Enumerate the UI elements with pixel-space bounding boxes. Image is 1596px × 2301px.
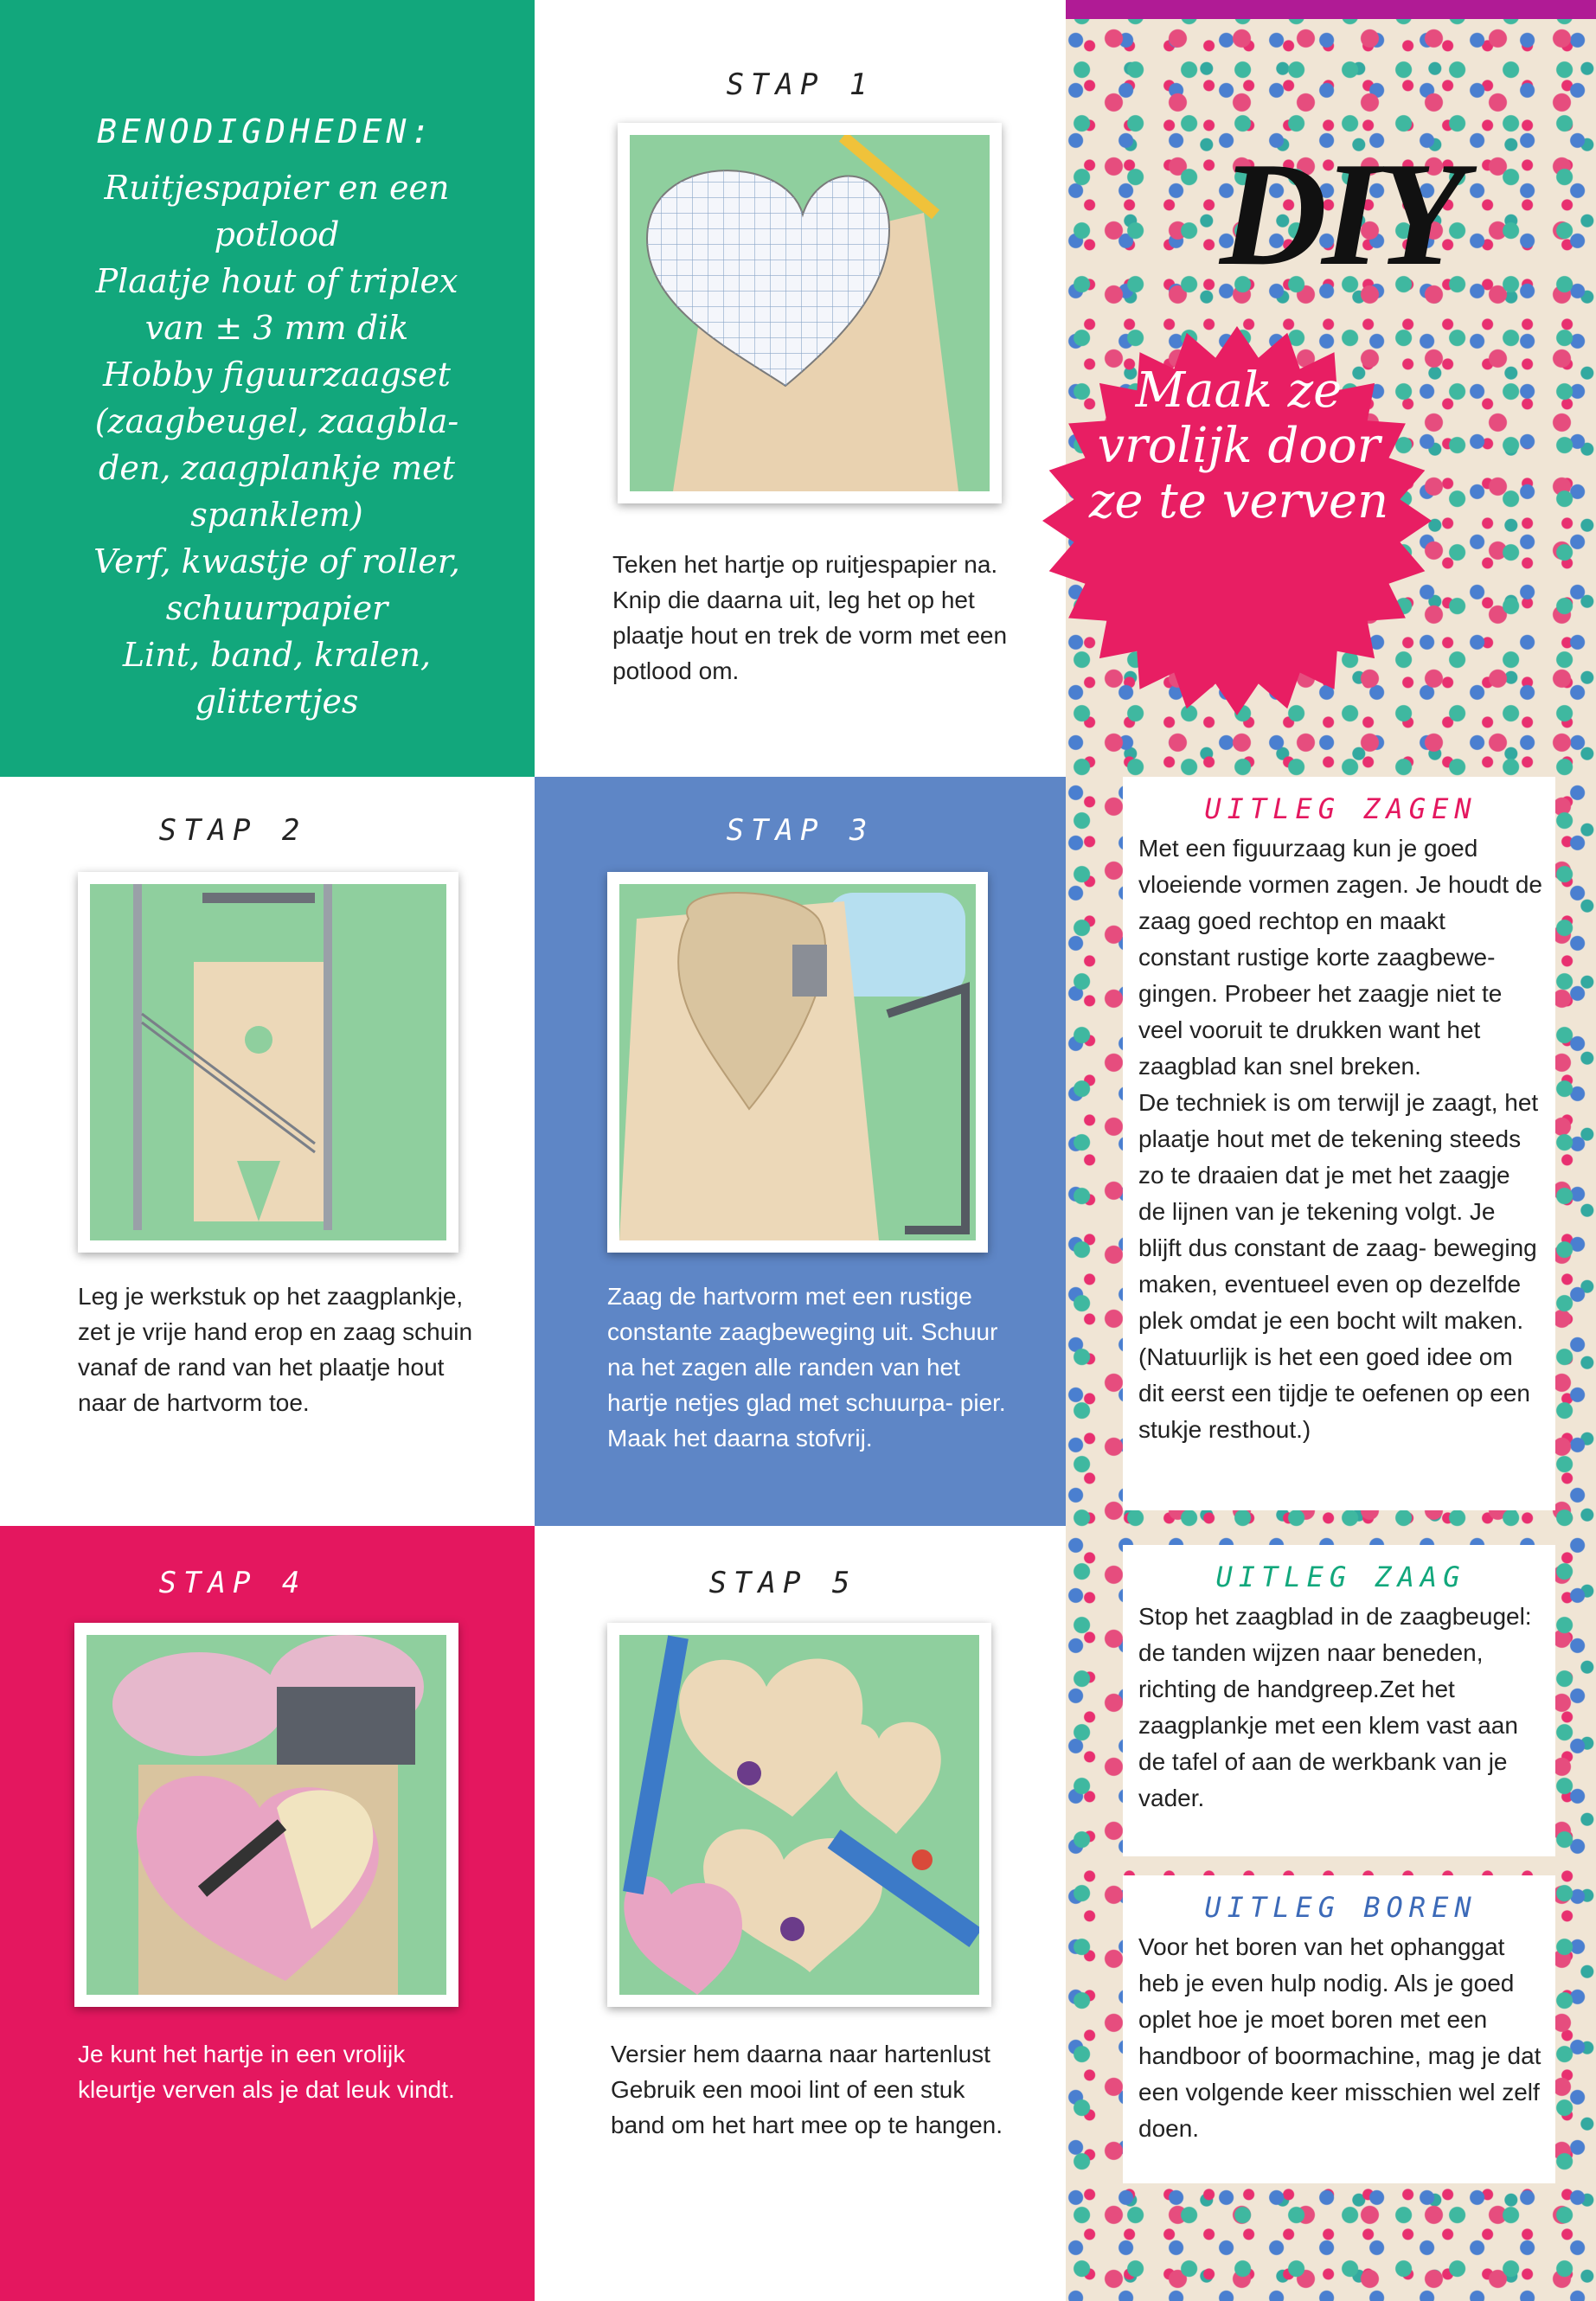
- list-item: den, zaagplankje met: [99, 449, 455, 487]
- info-box-title: UITLEG ZAGEN: [1204, 792, 1477, 825]
- step-4-photo: [74, 1623, 458, 2007]
- step-2-panel: [0, 777, 535, 1526]
- step-5-text: Versier hem daarna naar hartenlust Gebruik een mooi lint of een stuk band om het hart mee op te hangen.: [611, 2041, 1003, 2138]
- sawing-heart-illustration: [619, 884, 976, 1240]
- list-item: spanklem): [190, 496, 363, 534]
- info-box-title: UITLEG ZAAG: [1215, 1561, 1466, 1593]
- decorated-hearts-illustration: [619, 1635, 979, 1995]
- step-1-text: Teken het hartje op ruitjespapier na. Knip die daarna uit, leg het op het plaatje hout en trek de vorm met een potlood om.: [612, 551, 1008, 684]
- info-box-text: Stop het zaagblad in de zaagbeugel: de tanden wijzen naar beneden, richting de handgreep.Zet het zaagplankje met een klem vast aan de tafel of aan de werkbank van je vader.: [1138, 1603, 1532, 1811]
- info-box-text: Voor het boren van het ophanggat heb je even hulp nodig. Als je goed oplet hoe je moet boren met een handboor of boormachine, mag je dat een volgende keer misschien wel zelf doen.: [1138, 1933, 1542, 2142]
- painting-heart-illustration: [87, 1635, 446, 1995]
- top-accent-bar: [1066, 0, 1596, 19]
- supplies-list: [69, 164, 484, 725]
- starburst-text: Maak ze vrolijk door ze te verven: [1088, 362, 1389, 529]
- step-2-text: Leg je werkstuk op het zaagplankje, zet je vrije hand erop en zaag schuin vanaf de rand van het plaatje hout naar de hartvorm toe.: [78, 1283, 473, 1416]
- supplies-title: BENODIGDHEDEN:: [97, 112, 435, 151]
- list-item: Verf, kwastje of roller,: [93, 542, 460, 580]
- step-4-panel: [0, 1526, 535, 2301]
- step-1-title: STAP 1: [726, 67, 875, 102]
- step-3-title: STAP 3: [726, 813, 875, 848]
- list-item: van ± 3 mm dik: [144, 309, 409, 347]
- list-item: schuurpapier: [165, 589, 388, 627]
- saw-set-illustration: [90, 884, 446, 1240]
- step-4-title: STAP 4: [158, 1566, 307, 1600]
- list-item: Lint, band, kralen,: [122, 636, 432, 674]
- step-3-text: Zaag de hartvorm met een rustige constante zaagbeweging uit. Schuur na het zagen alle randen van het hartje netjes glad met schuurpa- pier. Maak het daarna stofvrij.: [607, 1283, 1006, 1452]
- info-box-title: UITLEG BOREN: [1204, 1891, 1477, 1924]
- step-3-photo: [607, 872, 988, 1253]
- grid-paper-heart-illustration: [630, 135, 990, 491]
- info-box-drilling: [1123, 1875, 1555, 2183]
- step-5-title: STAP 5: [708, 1566, 857, 1600]
- list-item: Hobby figuurzaagset: [103, 356, 451, 394]
- diy-title: DIY: [1220, 132, 1461, 297]
- step-2-title: STAP 2: [158, 813, 307, 848]
- supplies-panel: [0, 0, 535, 777]
- step-2-photo: [78, 872, 458, 1253]
- list-item: glittertjes: [195, 683, 359, 721]
- list-item: (zaagbeugel, zaagbla-: [94, 402, 459, 440]
- step-4-text: Je kunt het hartje in een vrolijk kleurtje verven als je dat leuk vindt.: [78, 2041, 455, 2103]
- step-1-photo: [618, 123, 1002, 503]
- info-box-sawing: [1123, 777, 1555, 1510]
- info-box-saw: [1123, 1545, 1555, 1856]
- step-3-panel: [535, 777, 1066, 1526]
- list-item: potlood: [214, 215, 340, 253]
- info-box-text: Met een figuurzaag kun je goed vloeiende vormen zagen. Je houdt de zaag goed rechtop en maakt constant rustige korte zaagbewe- gingen. Probeer het zaagje niet te veel vooruit te drukken want het zaagblad kan snel breken. De techniek is om terwijl je zaagt, het plaatje hout met de tekening steeds zo te draaien dat je met het zaagje de lijnen van je tekening volgt. Je blijft dus constant de zaag- beweging maken, eventueel even op dezelfde plek omdat je een bocht wilt maken. (Natuurlijk is het een goed idee om dit eerst een tijdje te oefenen op een stukje resthout.): [1138, 835, 1542, 1443]
- step-5-panel: [535, 1526, 1066, 2301]
- list-item: Plaatje hout of triplex: [95, 262, 458, 300]
- list-item: Ruitjespapier en een: [104, 169, 450, 207]
- step-5-photo: [607, 1623, 991, 2007]
- step-1-panel: [535, 0, 1066, 777]
